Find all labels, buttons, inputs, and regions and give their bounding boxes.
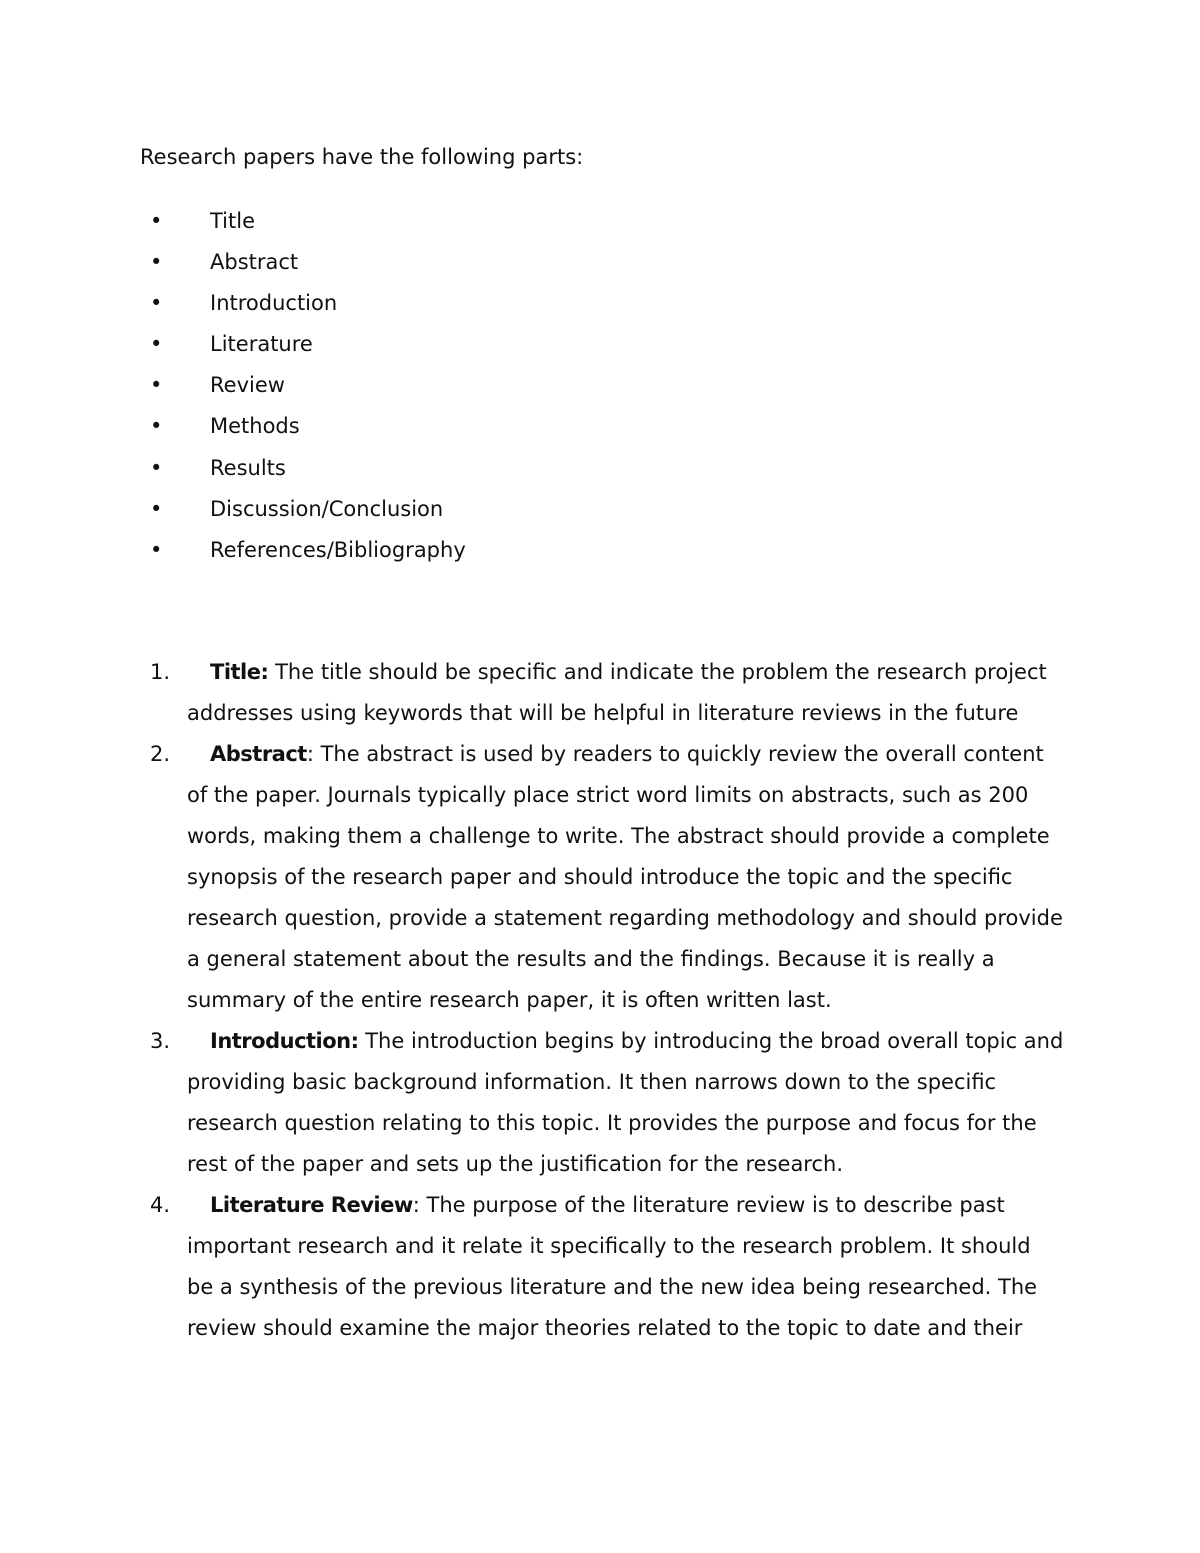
bullet-icon: • xyxy=(150,209,163,233)
bullet-text: Introduction xyxy=(210,291,338,316)
bullet-text: Results xyxy=(210,455,286,480)
section-line xyxy=(150,652,1047,693)
section-text: : The purpose of the literature review is to describe past xyxy=(412,1193,1005,1217)
section-line: a general statement about the results and the findings. Because it is really a xyxy=(187,947,995,971)
section-line: important research and it relate it specifically to the research problem. It should xyxy=(187,1234,1031,1258)
section-line: addresses using keywords that will be helpful in literature reviews in the future xyxy=(187,701,1019,725)
section-line: synopsis of the research paper and should introduce the topic and the specific xyxy=(187,865,1013,889)
section-text: The title should be specific and indicate the problem the research project xyxy=(268,660,1047,684)
section-title xyxy=(150,652,1047,734)
section-line xyxy=(150,1185,1030,1226)
section-term: Title: xyxy=(210,660,269,684)
intro-sentence: Research papers have the following parts: xyxy=(140,145,584,169)
section-line: be a synthesis of the previous literature and the new idea being researched. The xyxy=(187,1275,1038,1299)
section-line: words, making them a challenge to write. The abstract should provide a complete xyxy=(187,824,1050,848)
section-abstract xyxy=(150,734,1063,1021)
bullet-text: Methods xyxy=(210,414,300,439)
section-term: Abstract xyxy=(210,742,307,766)
bullet-text: Title xyxy=(210,209,256,233)
section-line xyxy=(150,734,1044,775)
section-line: review should examine the major theories related to the topic to date and their xyxy=(187,1316,1023,1340)
bullet-icon: • xyxy=(150,496,163,521)
bullet-icon: • xyxy=(150,537,163,562)
bullet-icon: • xyxy=(150,373,163,398)
section-line: of the paper. Journals typically place strict word limits on abstracts, such as 200 xyxy=(187,783,1029,807)
sections-numbered-list xyxy=(150,652,1064,1349)
bullet-text: Abstract xyxy=(210,250,299,275)
section-term: Introduction: xyxy=(210,1029,359,1053)
bullet-icon: • xyxy=(150,414,163,439)
bullet-icon: • xyxy=(150,332,163,357)
section-number: 1. xyxy=(150,660,171,684)
bullet-icon: • xyxy=(150,455,163,480)
section-line: research question relating to this topic. It provides the purpose and focus for the xyxy=(187,1111,1037,1135)
section-line: research question, provide a statement regarding methodology and should provide xyxy=(187,906,1063,930)
section-line: rest of the paper and sets up the justification for the research. xyxy=(187,1152,844,1176)
bullet-icon: • xyxy=(150,250,163,275)
section-introduction xyxy=(150,1021,1064,1185)
bullet-text: Discussion/Conclusion xyxy=(210,496,444,521)
section-number: 2. xyxy=(150,742,171,766)
section-term: Literature Review xyxy=(210,1193,413,1217)
bullet-icon: • xyxy=(150,291,163,316)
bullet-text: References/Bibliography xyxy=(210,537,466,562)
bullet-text: Literature xyxy=(210,332,313,357)
section-line: summary of the entire research paper, it is often written last. xyxy=(187,988,832,1012)
bullet-text: Review xyxy=(210,373,285,398)
section-text: : The abstract is used by readers to quickly review the overall content xyxy=(306,742,1044,766)
section-line: providing basic background information. It then narrows down to the specific xyxy=(187,1070,997,1094)
section-number: 3. xyxy=(150,1029,171,1053)
section-literature-review xyxy=(150,1185,1038,1349)
section-text: The introduction begins by introducing the broad overall topic and xyxy=(358,1029,1064,1053)
section-line xyxy=(150,1021,1064,1062)
section-number: 4. xyxy=(150,1193,171,1217)
